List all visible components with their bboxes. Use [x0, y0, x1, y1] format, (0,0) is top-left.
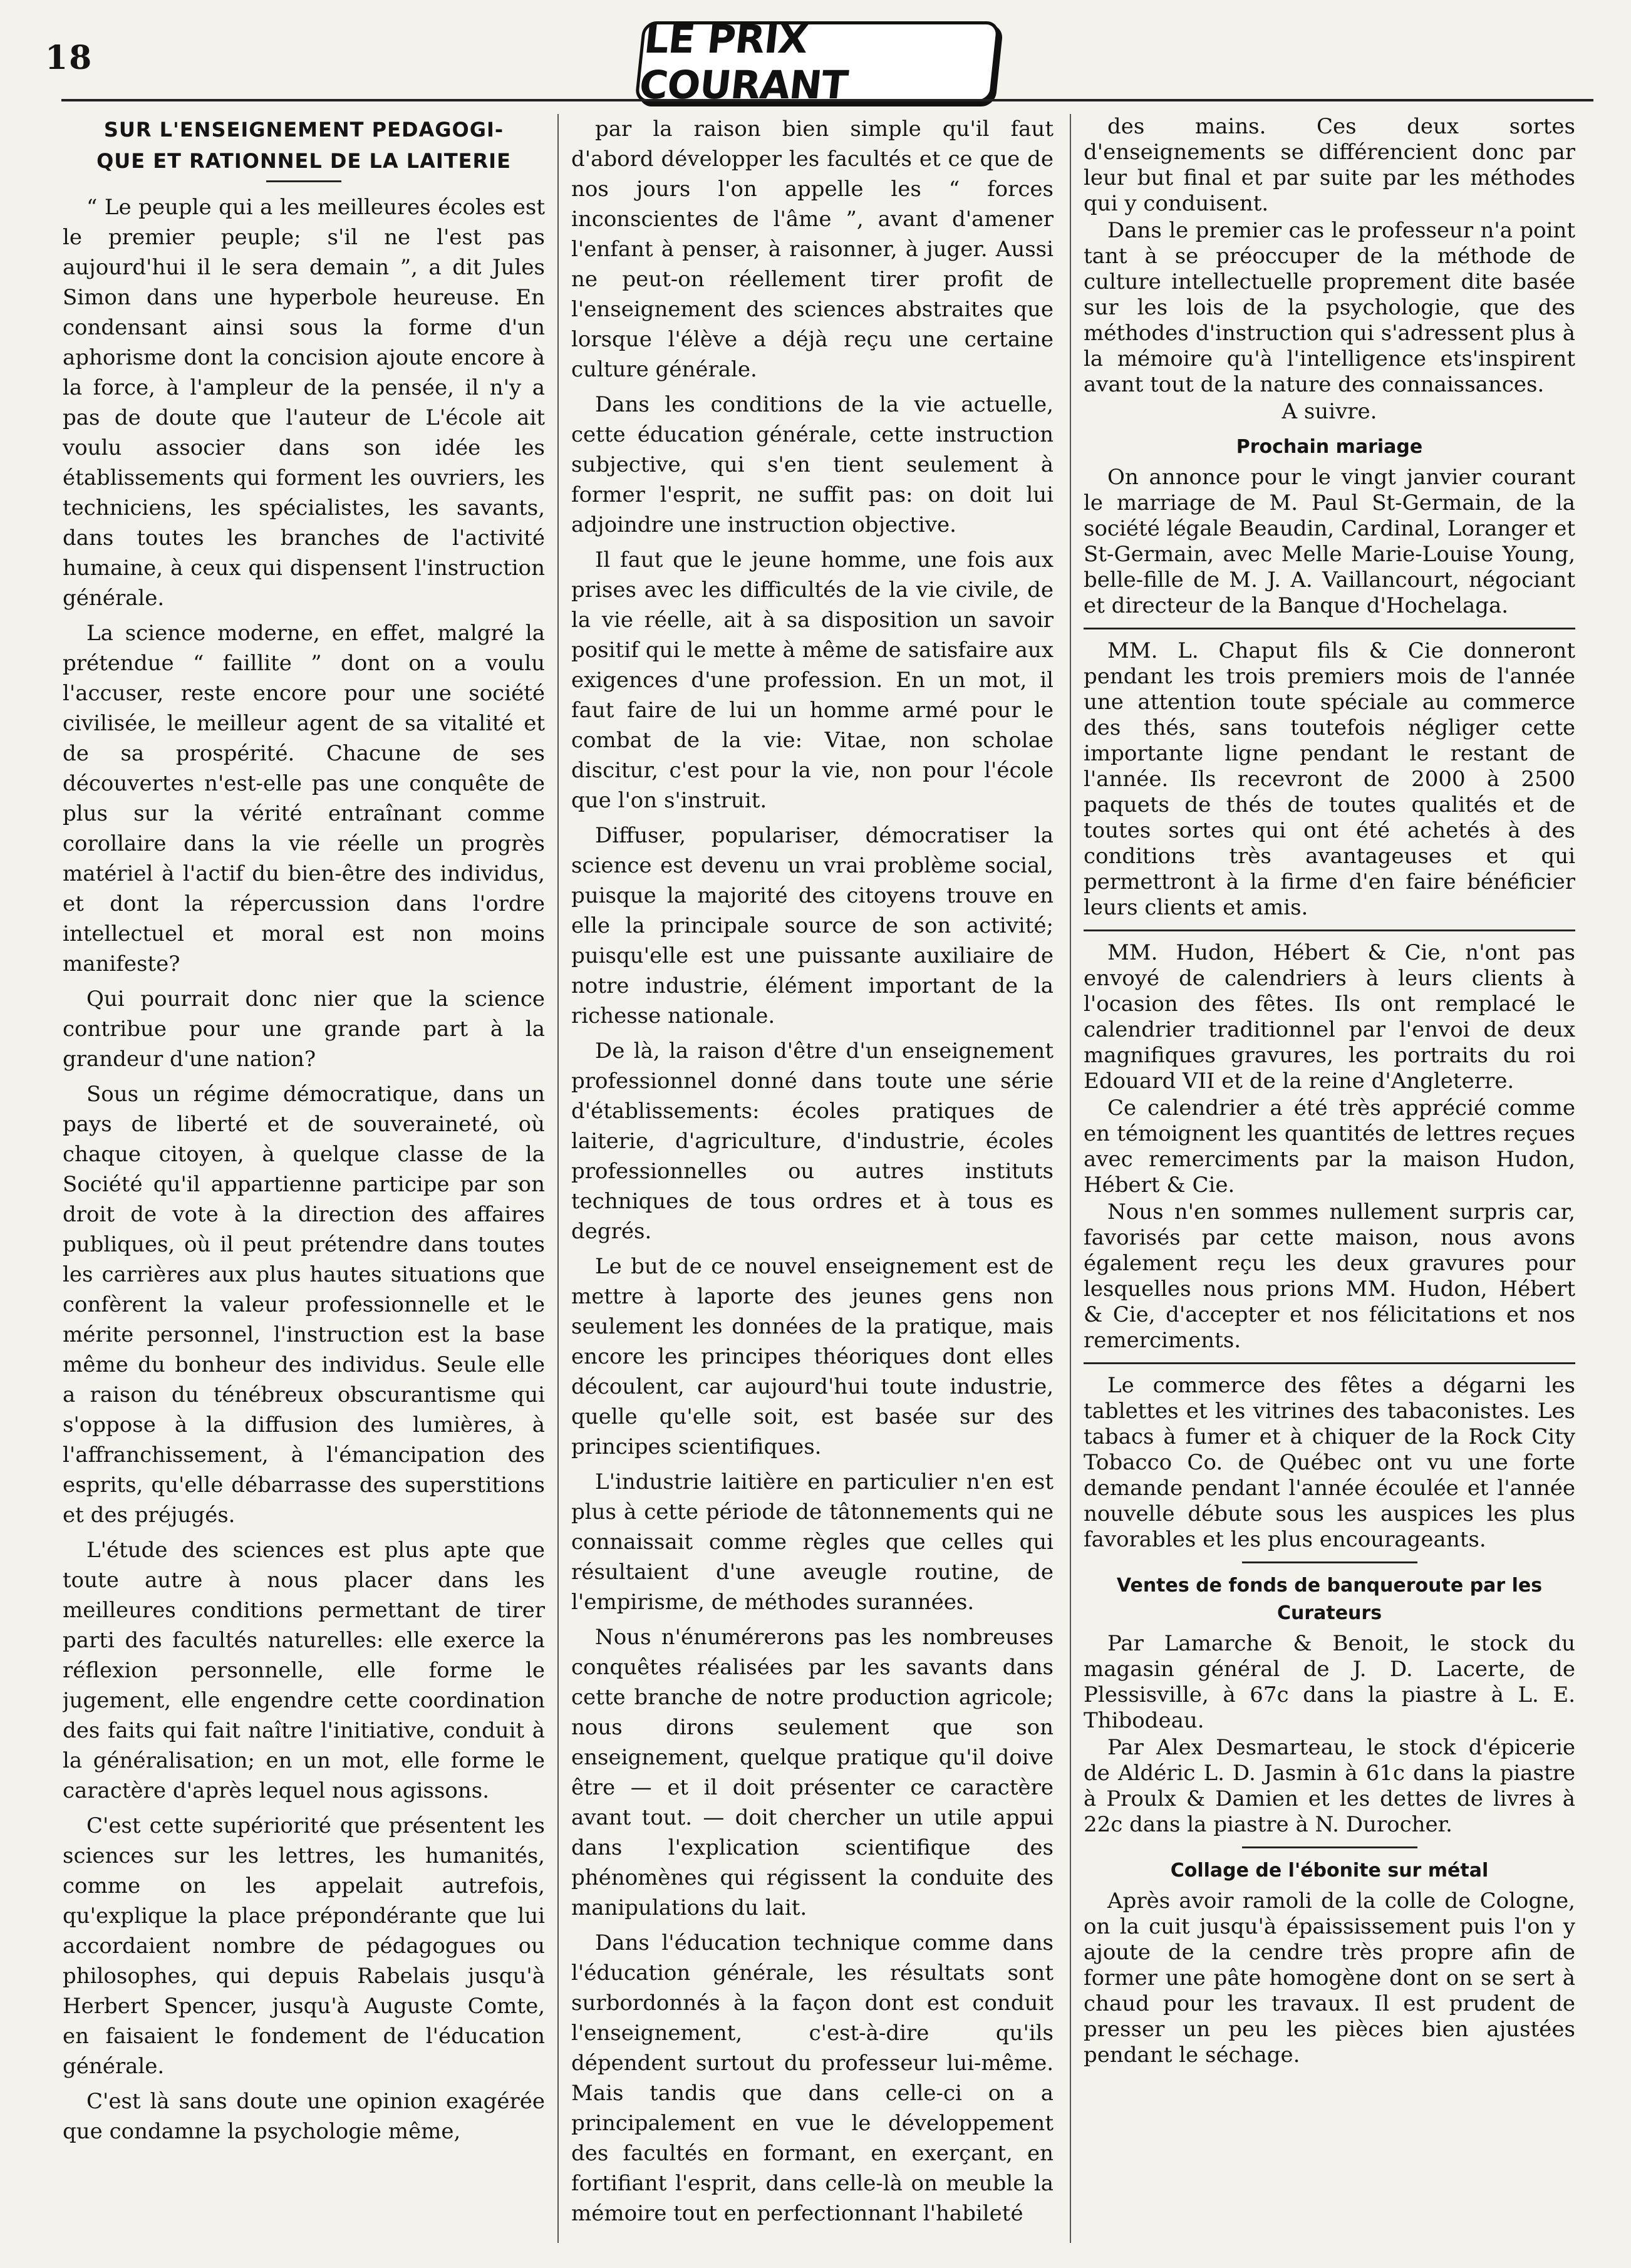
paragraph: La science moderne, en effet, malgré la prétendue “ faillite ” dont on a voulu l'accuser, reste encore pour une société civilisée, le meilleur agent de sa vitalité et de sa prospérité. Chacune de ses découvertes n'est-elle pas une conquête de plus sur la vérité entraînant comme corollaire dans la vie réelle un progrès matériel à l'actif du bien-être des individus, et dont la répercussion dans l'ordre intellectuel et moral est non moins manifeste?: [63, 621, 545, 976]
section-rule: [1242, 1846, 1417, 1848]
paragraph: L'industrie laitière en particulier n'en est plus à cette période de tâtonnements qui ne connaissait comme règles que celles qui résultaient d'une aveugle routine, de l'empirisme, de méthodes surannées.: [571, 1469, 1054, 1615]
paragraph: Qui pourrait donc nier que la science contribue pour une grande part à la grandeur d'une nation?: [63, 986, 545, 1072]
paragraph: MM. Hudon, Hébert & Cie, n'ont pas envoyé de calendriers à leurs clients à l'ocasion des fêtes. Ils ont remplacé le calendrier traditionnel par l'envoi de deux magnifiques gravures, les portraits du roi Edouard VII et de la reine d'Angleterre.: [1084, 940, 1575, 1094]
paragraph: Dans les conditions de la vie actuelle, cette éducation générale, cette instruction subjective, qui s'en tient seulement à former l'esprit, ne suffit pas: on doit lui adjoindre une instruction objective.: [571, 392, 1054, 537]
paragraph: Le commerce des fêtes a dégarni les tablettes et les vitrines des tabaconistes. Les tabacs à fumer et à chiquer de la Rock City Tobacco Co. de Québec ont vu une forte demande pendant l'année écoulée et l'année nouvelle débute sous les auspices les plus favorables et les plus encourageants.: [1084, 1373, 1575, 1552]
section-title-collage: Collage de l'ébonite sur métal: [1170, 1860, 1489, 1882]
paragraph: Par Alex Desmarteau, le stock d'épicerie de Aldéric L. D. Jasmin à 61c dans la piastre à Proulx & Damien et les dettes de livres à 22c dans la piastre à N. Durocher.: [1084, 1735, 1575, 1837]
paragraph: Diffuser, populariser, démocratiser la science est devenu un vrai problème social, puisque la majorité des citoyens trouve en elle la principale source de son activité; puisqu'elle est une puissante auxiliaire de notre industrie, élément important de la richesse nationale.: [571, 823, 1054, 1028]
paragraph: De là, la raison d'être d'un enseignement professionnel donné dans toute une série d'établissements: écoles pratiques de laiterie, d'agriculture, d'industrie, écoles professionnelles ou autres instituts techniques de tous ordres et à tous es degrés.: [571, 1038, 1054, 1244]
column-2: [571, 114, 1054, 2243]
page-number: 18: [45, 39, 93, 77]
paragraph: par la raison bien simple qu'il faut d'abord développer les facultés et ce que de nos jours l'on appelle les “ forces inconscientes de l'âme ”, avant d'amener l'enfant à penser, à raisonner, à juger. Aussi ne peut-on réellement tirer profit de l'enseignement des sciences abstraites que lorsque l'élève a déjà reçu une certaine culture générale.: [571, 117, 1054, 382]
paragraph: Nous n'en sommes nullement surpris car, favorisés par cette maison, nous avons également reçu les deux gravures pour lesquelles nous prions MM. Hudon, Hébert & Cie, d'accepter et nos félicitations et nos remerciments.: [1084, 1199, 1575, 1353]
paragraph: C'est là sans doute une opinion exagérée que condamne la psychologie même,: [63, 2089, 545, 2144]
paragraph: Sous un régime démocratique, dans un pays de liberté et de souveraineté, où chaque citoyen, à quelque classe de la Société qu'il appartienne participe par son droit de vote à la direction des affaires publiques, où il peut prétendre dans toutes les carrières aux plus hautes situations que confèrent la valeur professionnelle et le mérite personnel, l'instruction est la base même du bonheur des individus. Seule elle a raison du ténébreux obscurantisme qui s'oppose à la diffusion des lumières, à l'affranchissement, à l'émancipation des esprits, qu'elle débarrasse des superstitions et des préjugés.: [63, 1082, 545, 1528]
section-title-ventes: Ventes de fonds de banqueroute par les Curateurs: [1116, 1575, 1543, 1624]
masthead-logo: LE PRIX COURANT: [634, 21, 1000, 103]
paragraph: Dans l'éducation technique comme dans l'éducation générale, les résultats sont surbordonnés à la façon dont est conduit l'enseignement, c'est-à-dire qu'ils dépendent surtout du professeur lui-même. Mais tandis que dans celle-ci on a principalement en vue le développement des facultés en formant, en exerçant, en fortifiant l'esprit, dans celle-là on meuble la mémoire tout en perfectionnant l'habileté: [571, 1930, 1054, 2226]
paragraph: Il faut que le jeune homme, une fois aux prises avec les difficultés de la vie civile, de la vie réelle, ait à sa disposition un savoir positif qui le mette à même de satisfaire aux exigences d'une profession. En un mot, il faut faire de lui un homme armé pour le combat de la vie: Vitae, non scholae discitur, c'est pour la vie, non pour l'école que l'on s'instruit.: [571, 547, 1054, 813]
paragraph: “ Le peuple qui a les meilleures écoles est le premier peuple; s'il ne l'est pas aujourd'hui il le sera demain ”, a dit Jules Simon dans une hyperbole heureuse. En condensant ainsi sous la forme d'un aphorisme dont la concision ajoute encore à la force, à l'ampleur de la pensée, il n'y a pas de doute que l'auteur de L'école ait voulu associer dans son idée les établissements qui forment les ouvriers, les techniciens, les spécialistes, les savants, dans toutes les branches de l'activité humaine, à ceux qui dispensent l'instruction générale.: [63, 195, 545, 611]
section-rule: [1084, 1362, 1575, 1364]
paragraph: On annonce pour le vingt janvier courant le marriage de M. Paul St-Germain, de la société légale Beaudin, Cardinal, Loranger et St-Germain, avec Melle Marie-Louise Young, belle-fille de M. J. A. Vaillancourt, négociant et directeur de la Banque d'Hochelaga.: [1084, 465, 1575, 618]
section-rule: [1242, 1561, 1417, 1563]
paragraph: Après avoir ramoli de la colle de Cologne, on la cuit jusqu'à épaississement puis l'on y ajoute de la cendre très propre afin de former une pâte homogène dont on se sert à chaud pour les travaux. Il est prudent de presser un peu les pièces bien ajustées pendant le séchage.: [1084, 1888, 1575, 2068]
paragraph: L'étude des sciences est plus apte que toute autre à nous placer dans les meilleures conditions permettant de tirer parti des facultés naturelles: elle exerce la réflexion personnelle, elle forme le jugement, elle engendre cette coordination des faits qui fait naître l'initiative, conduit à la généralisation; en un mot, elle forme le caractère d'après lequel nous agissons.: [63, 1538, 545, 1803]
article-title: SUR L'ENSEIGNEMENT PEDAGOGI-QUE ET RATIONNEL DE LA LAITERIE: [96, 118, 511, 173]
top-rule: [61, 99, 1593, 101]
column-3: [1084, 114, 1575, 2243]
paragraph: Dans le premier cas le professeur n'a point tant à se préoccuper de la méthode de culture intellectuelle proprement dite basée sur les lois de la psychologie, que des méthodes d'instruction qui s'adressent plus à la mémoire qu'à l'intelligence ets'inspirent avant tout de la nature des connaissances.: [1084, 218, 1575, 397]
section-rule: [1084, 929, 1575, 931]
section-rule: [1084, 628, 1575, 629]
paragraph: Par Lamarche & Benoit, le stock du magasin général de J. D. Lacerte, de Plessisville, à 67c dans la piastre à L. E. Thibodeau.: [1084, 1631, 1575, 1733]
paragraph: C'est cette supériorité que présentent les sciences sur les lettres, les humanités, comme on les appelait autrefois, qu'explique la place prépondérante que lui accordaient nombre de pédagogues ou philosophes, qui depuis Rabelais jusqu'à Herbert Spencer, jusqu'à Auguste Comte, en faisaient le fondement de l'éducation générale.: [63, 1813, 545, 2079]
paragraph: MM. L. Chaput fils & Cie donneront pendant les trois premiers mois de l'année une attention toute spéciale au commerce des thés, sans toutefois négliger cette importante ligne pendant le restant de l'année. Ils recevront de 2000 à 2500 paquets de thés de toutes qualités et de toutes sortes qui ont été achetés à des conditions très avantageuses et qui permettront à la firme d'en faire bénéficier leurs clients et amis.: [1084, 638, 1575, 920]
section-title-mariage: Prochain mariage: [1236, 436, 1423, 458]
paragraph: Le but de ce nouvel enseignement est de mettre à laporte des jeunes gens non seulement les données de la pratique, mais encore les principes théoriques dont elles découlent, car aujourd'hui toute industrie, quelle qu'elle soit, est basée sur des principes scientifiques.: [571, 1254, 1054, 1459]
column-1: [63, 114, 545, 2243]
continued-note: A suivre.: [1282, 399, 1377, 424]
paragraph: des mains. Ces deux sortes d'enseignements se différencient donc par leur but final et par suite par les méthodes qui y conduisent.: [1084, 114, 1575, 216]
title-rule: [266, 180, 341, 182]
paragraph: Ce calendrier a été très apprécié comme en témoignent les quantités de lettres reçues avec remerciments par la maison Hudon, Hébert & Cie.: [1084, 1095, 1575, 1198]
paragraph: Nous n'énumérerons pas les nombreuses conquêtes réalisées par les savants dans cette branche de notre production agricole; nous dirons seulement que son enseignement, quelque pratique qu'il doive être — et il doit présenter ce caractère avant tout. — doit chercher un utile appui dans l'explication scientifique des phénomènes qui régissent la conduite des manipulations du lait.: [571, 1625, 1054, 1920]
